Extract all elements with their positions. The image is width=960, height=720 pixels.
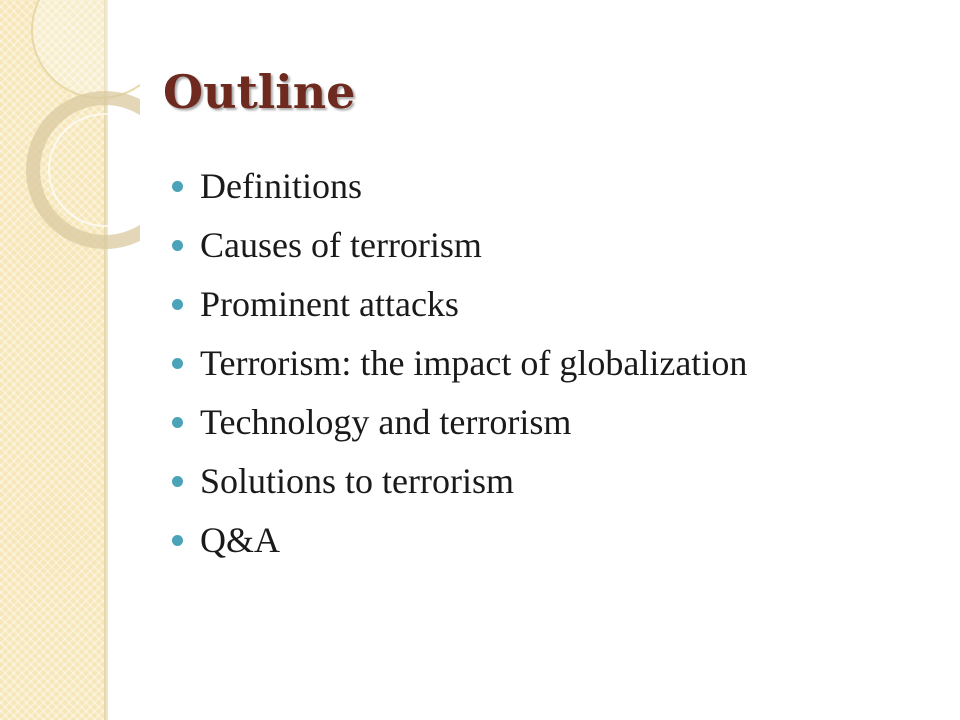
bullet-marker-icon <box>172 476 183 487</box>
decorative-circles-graphic <box>0 0 140 260</box>
bullet-text: Terrorism: the impact of globalization <box>200 343 748 383</box>
bullet-marker-icon <box>172 535 183 546</box>
bullet-list <box>172 158 747 571</box>
bullet-marker-icon <box>172 358 183 369</box>
bullet-item <box>172 453 747 512</box>
bullet-item <box>172 394 747 453</box>
bullet-text: Technology and terrorism <box>200 402 572 442</box>
bullet-text: Definitions <box>200 166 362 206</box>
bullet-marker-icon <box>172 299 183 310</box>
bullet-item <box>172 335 747 394</box>
bullet-text: Prominent attacks <box>200 284 459 324</box>
bullet-item <box>172 158 747 217</box>
bullet-text: Q&A <box>200 520 280 560</box>
slide-title: Outline <box>163 65 356 119</box>
bullet-marker-icon <box>172 417 183 428</box>
bullet-text: Causes of terrorism <box>200 225 482 265</box>
bullet-text: Solutions to terrorism <box>200 461 514 501</box>
bullet-item <box>172 276 747 335</box>
bullet-item <box>172 512 747 571</box>
bullet-marker-icon <box>172 181 183 192</box>
bullet-item <box>172 217 747 276</box>
bullet-marker-icon <box>172 240 183 251</box>
